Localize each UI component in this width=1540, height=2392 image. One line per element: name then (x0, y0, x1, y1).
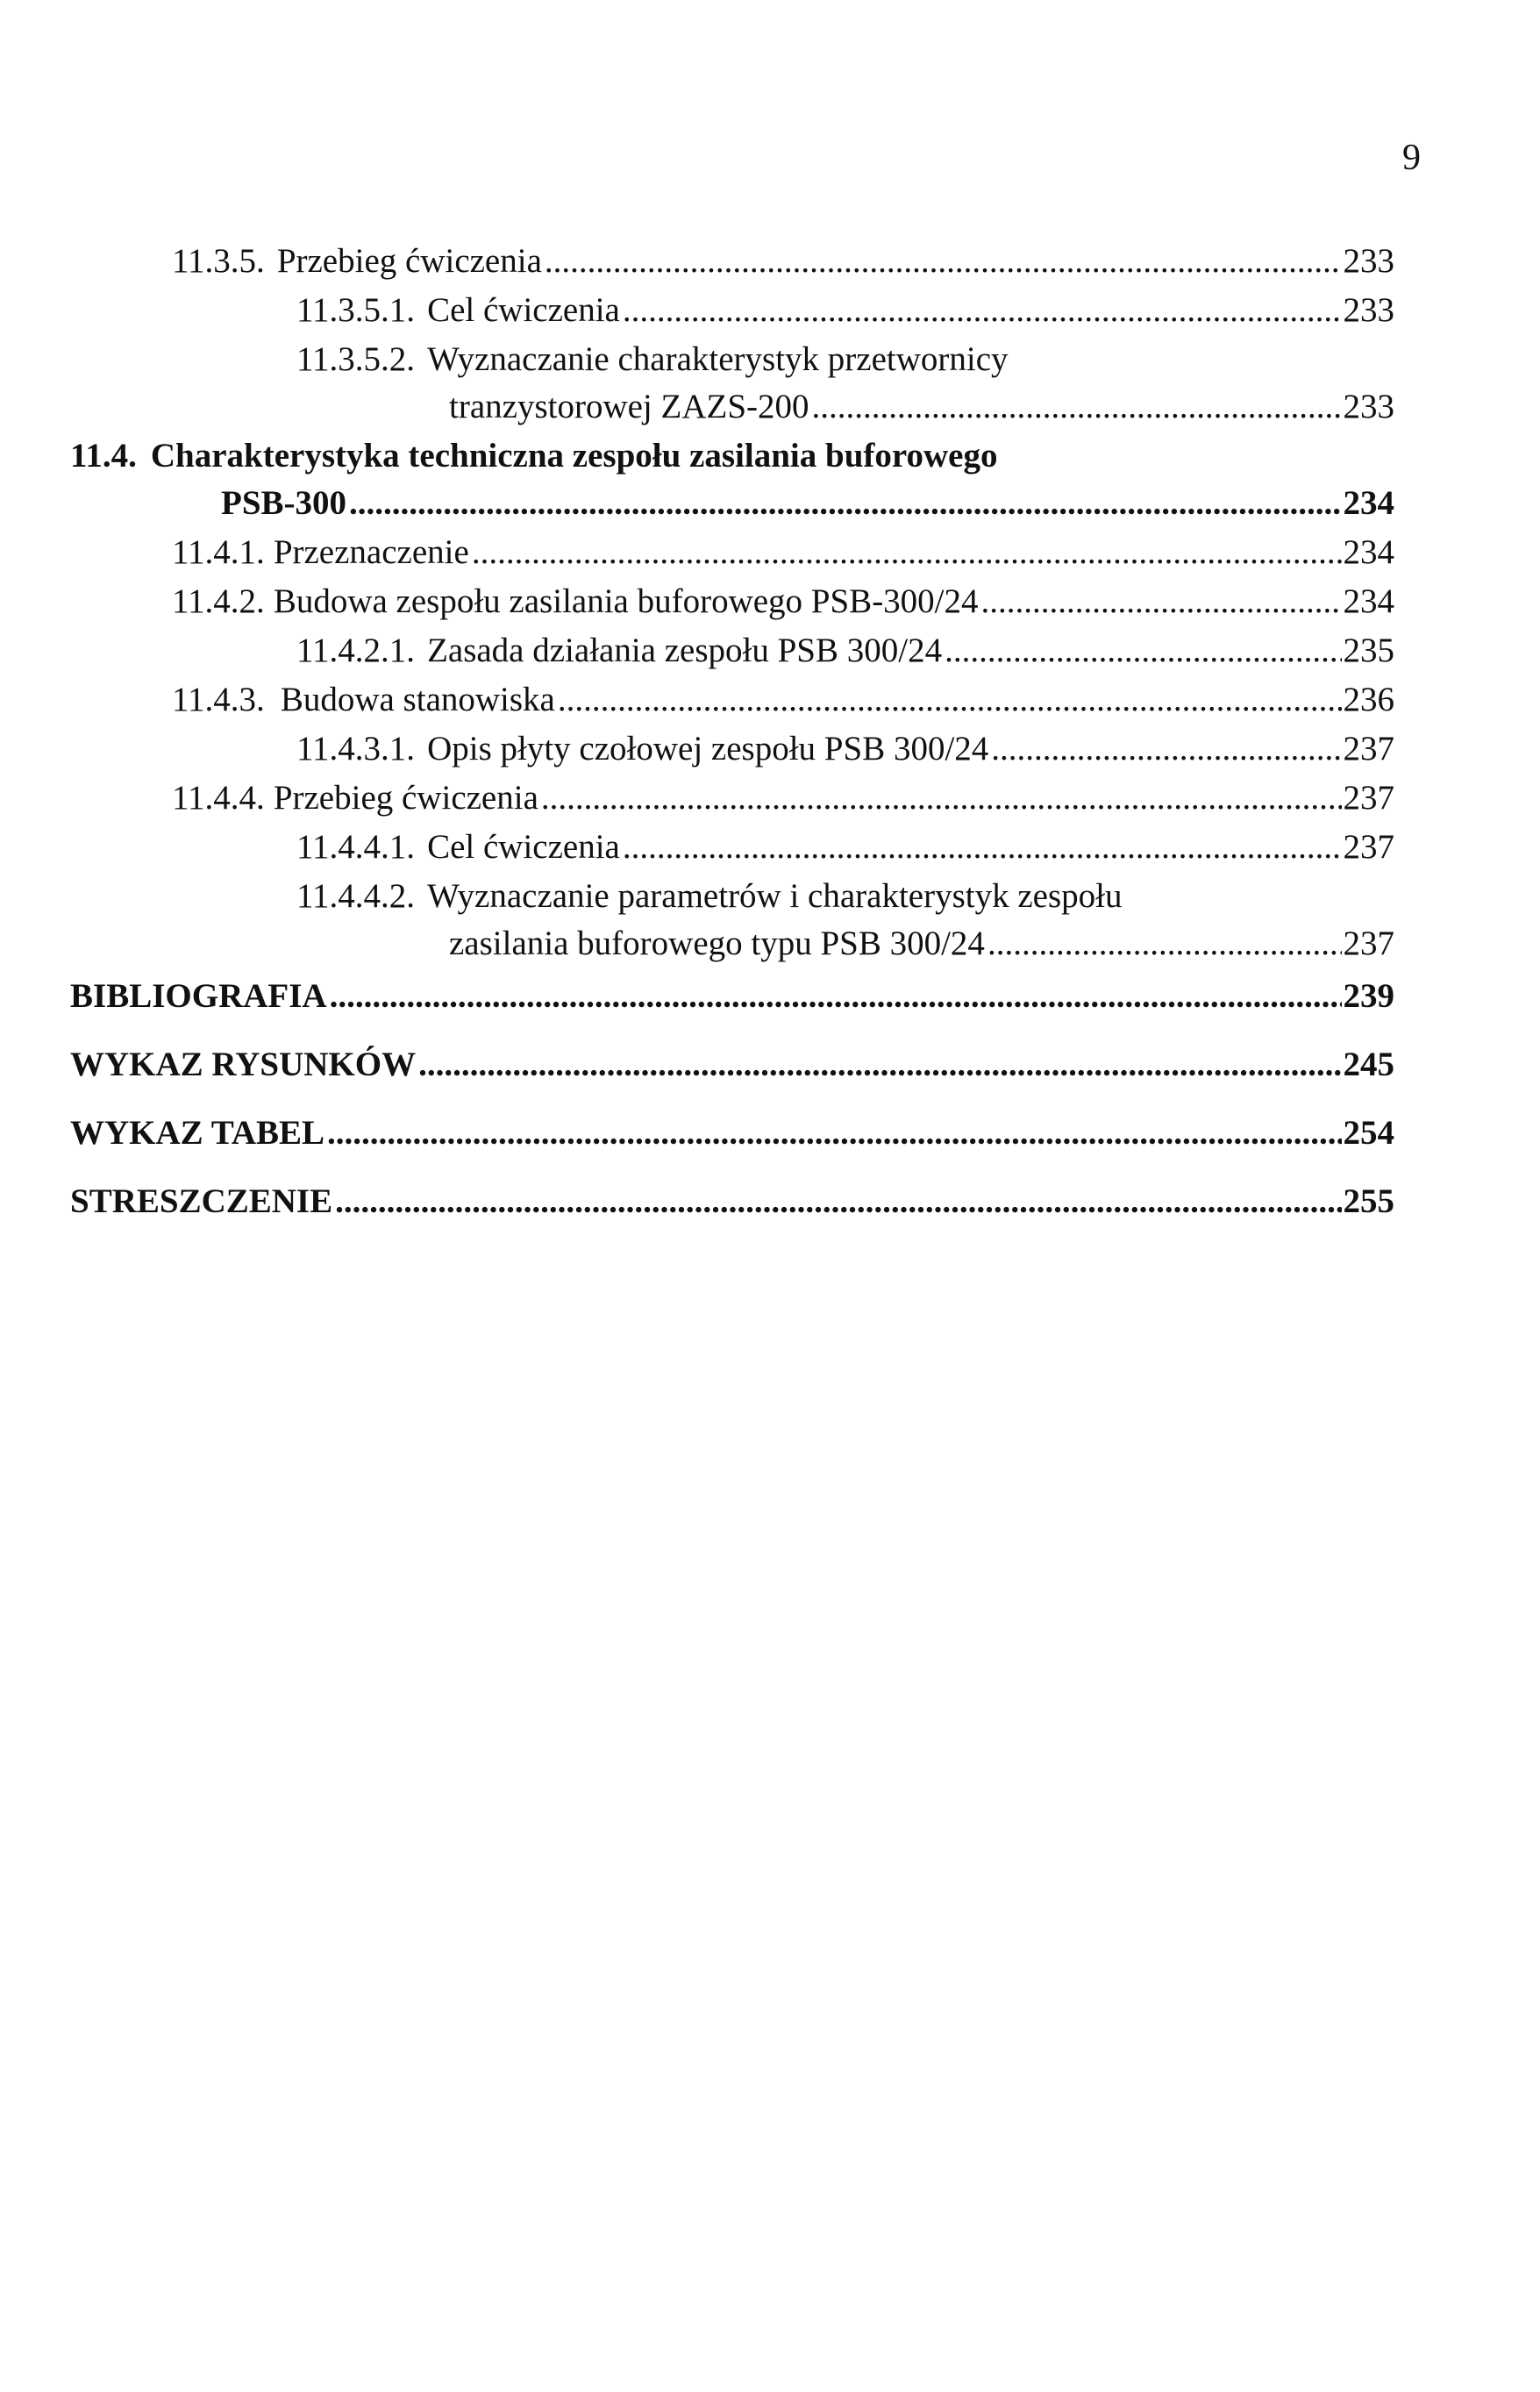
toc-entry-page: 234 (1343, 533, 1394, 571)
toc-entry-title: WYKAZ TABEL (70, 1114, 325, 1152)
toc-entry-title: Wyznaczanie parametrów i charakterystyk zespołu (427, 877, 1123, 915)
toc-entry-page: 254 (1343, 1114, 1394, 1152)
toc-entry-title: Cel ćwiczenia (427, 828, 620, 866)
toc-entry (172, 775, 1394, 820)
toc-entry-page: 234 (1343, 484, 1394, 522)
toc-entry (70, 1179, 1394, 1224)
toc-entry-page: 239 (1343, 977, 1394, 1015)
toc-leader-dots (623, 825, 1342, 869)
toc-entry (172, 239, 1394, 283)
toc-entry (70, 974, 1394, 1018)
toc-entry-number: 11.4.4.1. (296, 828, 416, 866)
toc-entry-page: 235 (1343, 632, 1394, 669)
toc-entry-number: 11.3.5. (172, 242, 265, 280)
toc-entry (296, 874, 1394, 918)
toc-leader-dots (558, 677, 1342, 722)
toc-entry (70, 1042, 1394, 1087)
toc-leader-dots (991, 726, 1341, 771)
toc-leader-dots (945, 628, 1341, 673)
toc-entry-title: Opis płyty czołowej zespołu PSB 300/24 (427, 730, 989, 768)
toc-leader-dots (335, 1179, 1341, 1224)
toc-entry-title: Charakterystyka techniczna zespołu zasilania buforowego (150, 437, 998, 475)
toc-entry-number: 11.4.1. (172, 533, 265, 571)
toc-entry (172, 530, 1394, 575)
toc-entry-title: Przebieg ćwiczenia (273, 779, 538, 817)
toc-entry-title: WYKAZ RYSUNKÓW (70, 1046, 417, 1083)
toc-entry-number: 11.4.2.1. (296, 632, 416, 669)
toc-entry-page: 255 (1343, 1182, 1394, 1220)
toc-entry-title: Zasada działania zespołu PSB 300/24 (427, 632, 943, 669)
toc-entry (172, 579, 1394, 624)
toc-entry-page: 237 (1343, 730, 1394, 768)
toc-entry-title: Budowa stanowiska (280, 681, 555, 718)
toc-leader-dots (545, 239, 1342, 283)
toc-entry-title-continuation: PSB-300 (221, 484, 347, 522)
toc-entry (296, 726, 1394, 771)
toc-leader-dots (349, 481, 1341, 525)
toc-entry-continuation (449, 921, 1394, 966)
toc-leader-dots (418, 1042, 1341, 1087)
toc-entry-page: 234 (1343, 582, 1394, 620)
toc-entry-number: 11.4.2. (172, 582, 265, 620)
toc-entry-page: 237 (1343, 925, 1394, 962)
toc-leader-dots (541, 775, 1342, 820)
toc-entry-page: 245 (1343, 1046, 1394, 1083)
toc-entry (70, 433, 1394, 478)
toc-entry-number: 11.4.3.1. (296, 730, 416, 768)
page-number: 9 (1402, 138, 1421, 178)
toc-entry-number: 11.4.4.2. (296, 877, 416, 915)
toc-entry-number: 11.4. (70, 437, 137, 475)
toc-entry-page: 237 (1343, 828, 1394, 866)
toc-entry-title: Budowa zespołu zasilania buforowego PSB-300/24 (273, 582, 979, 620)
toc-entry-continuation (449, 384, 1394, 429)
toc-entry-page: 236 (1343, 681, 1394, 718)
toc-leader-dots (987, 921, 1342, 966)
toc-entry-page: 237 (1343, 779, 1394, 817)
toc-leader-dots (623, 288, 1342, 332)
toc-entry-number: 11.3.5.2. (296, 340, 416, 378)
toc-entry (70, 1110, 1394, 1155)
toc-entry (296, 825, 1394, 869)
toc-entry-title: Wyznaczanie charakterystyk przetwornicy (427, 340, 1009, 378)
toc-entry-title: Przeznaczenie (273, 533, 469, 571)
toc-entry (296, 628, 1394, 673)
toc-entry-title: Cel ćwiczenia (427, 291, 620, 329)
toc-entry-title-continuation: tranzystorowej ZAZS-200 (449, 388, 809, 425)
toc-entry-page: 233 (1343, 242, 1394, 280)
toc-entry-number: 11.4.4. (172, 779, 265, 817)
toc-entry-title-continuation: zasilania buforowego typu PSB 300/24 (449, 925, 985, 962)
toc-entry-title: STRESZCZENIE (70, 1182, 333, 1220)
toc-entry-page: 233 (1343, 291, 1394, 329)
toc-leader-dots (327, 1110, 1341, 1155)
toc-entry-continuation (221, 481, 1394, 525)
toc-leader-dots (812, 384, 1342, 429)
toc-entry-number: 11.3.5.1. (296, 291, 416, 329)
toc-entry-title: Przebieg ćwiczenia (276, 242, 542, 280)
toc-entry-title: BIBLIOGRAFIA (70, 977, 327, 1015)
toc-leader-dots (472, 530, 1342, 575)
toc-entry (296, 288, 1394, 332)
toc-entry (172, 677, 1394, 722)
toc-entry-number: 11.4.3. (172, 681, 265, 718)
toc-entry-page: 233 (1343, 388, 1394, 425)
toc-leader-dots (981, 579, 1342, 624)
toc-entry (296, 337, 1394, 382)
toc-leader-dots (330, 974, 1342, 1018)
